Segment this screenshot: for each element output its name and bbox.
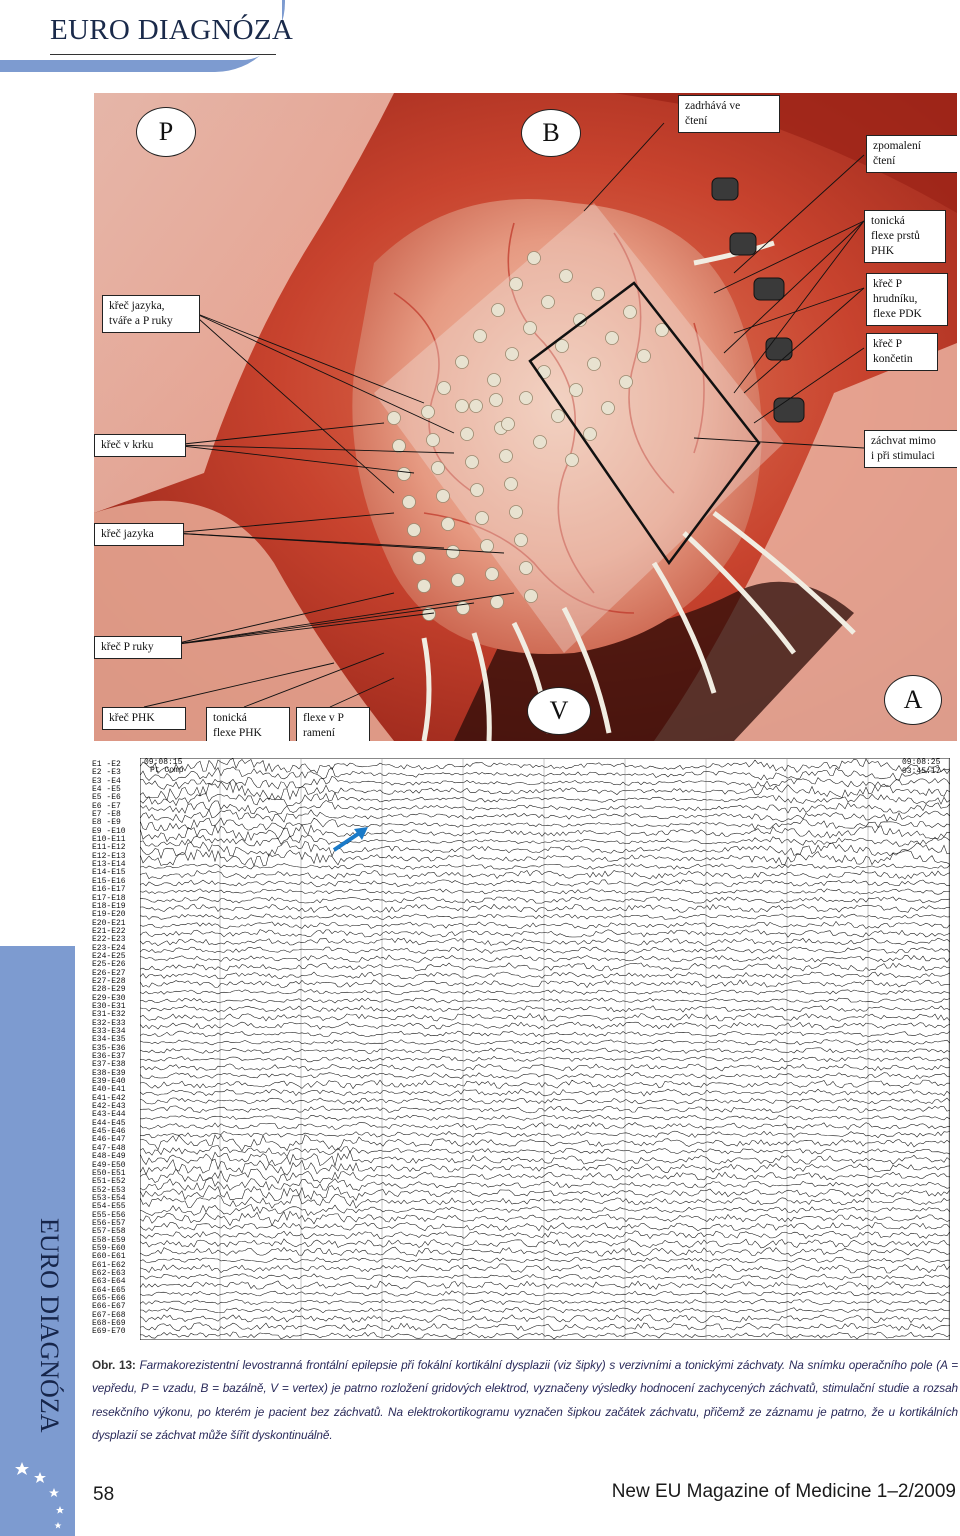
- timestamp-left: 09:08:15: [144, 758, 183, 767]
- electrocorticogram: [92, 758, 954, 1340]
- timestamp-right: 09:08:25: [902, 758, 941, 767]
- timestamp-right-2: 03:45:17: [902, 767, 941, 776]
- electrode-contact: [624, 306, 637, 319]
- electrode-contact: [466, 456, 479, 469]
- electrode-contact: [492, 304, 505, 317]
- electrode-contact: [470, 400, 483, 413]
- channel-label: E11-E12: [92, 843, 126, 853]
- channel-label: E25-E26: [92, 960, 126, 970]
- channel-label: E65-E66: [92, 1294, 126, 1303]
- channel-label: E29-E30: [92, 993, 126, 1003]
- bubble-basal: B: [521, 109, 581, 157]
- channel-label: E62-E63: [92, 1268, 126, 1278]
- figure-caption: [92, 1354, 958, 1447]
- label-zachvat-mimo: záchvat mimo i při stimulaci: [864, 430, 957, 468]
- channel-label: E39-E40: [92, 1077, 126, 1087]
- eeg-traces: [140, 758, 950, 1340]
- electrode-contact: [566, 454, 579, 467]
- channel-label: E61-E62: [92, 1260, 126, 1270]
- channel-label: E2 -E3: [92, 768, 121, 778]
- channel-label: E54-E55: [92, 1202, 126, 1212]
- photo-illustration: [94, 93, 957, 741]
- bubble-posterior: P: [136, 107, 196, 157]
- channel-label: E52-E53: [92, 1185, 126, 1195]
- channel-label: E57-E58: [92, 1227, 126, 1237]
- sidebar-title: EURO DIAGNÓZA: [35, 1218, 64, 1433]
- channel-label: E59-E60: [92, 1243, 126, 1253]
- channel-label: E45-E46: [92, 1127, 126, 1137]
- surgical-field-photo: [94, 93, 957, 741]
- channel-label: E32-E33: [92, 1018, 126, 1028]
- channel-label: E35-E36: [92, 1043, 126, 1053]
- electrode-contact: [524, 322, 537, 335]
- electrode-contact: [471, 484, 484, 497]
- label-krec-krku: křeč v krku: [94, 434, 186, 457]
- label-flexe-ramen: flexe v P ramení: [296, 707, 370, 741]
- channel-label: E50-E51: [92, 1168, 126, 1178]
- magazine-footer: New EU Magazine of Medicine 1–2/2009: [611, 1481, 956, 1502]
- electrode-contact: [606, 332, 619, 345]
- channel-label: E6 -E7: [92, 801, 121, 811]
- caption-text: Farmakorezistentní levostranná frontální epilepsie při fokální kortikální dysplazii (viz šipky) s verzivními a tonickými záchvaty. Na snímku operačního pole (A = vepředu, P = vzadu, B = bazálně, V = vertex) je patrno rozložení gridových elektrod, vyznačeny výsledky hodnocení zachycených záchvatů, stimulační studie a rozsah resekčního výkonu, po kterém je pacient bez záchvatů. Na elektrokortikogramu vyznačen šipkou začátek záchvatu, přičemž ze záznamu je patrno, že u kortikálních dysplazií se záchvat může šířit dyskontinuálně.: [92, 1358, 958, 1442]
- electrode-contact: [437, 490, 450, 503]
- channel-label: E3 -E4: [92, 776, 121, 786]
- channel-label: E23-E24: [92, 943, 126, 953]
- channel-label: E55-E56: [92, 1210, 126, 1220]
- electrode-contact: [491, 596, 504, 609]
- electrode-contact: [486, 568, 499, 581]
- channel-label: E42-E43: [92, 1102, 126, 1112]
- electrode-contact: [403, 496, 416, 509]
- electrode-contact: [398, 468, 411, 481]
- electrode-contact: [442, 518, 455, 531]
- electrode-contact: [592, 288, 605, 301]
- electrode-contact: [481, 540, 494, 553]
- label-krec-hrudniku: křeč P hrudníku, flexe PDK: [866, 273, 948, 326]
- label-tonicka-phk: tonická flexe PHK: [206, 707, 290, 741]
- electrode-contact: [388, 412, 401, 425]
- channel-label: E51-E52: [92, 1177, 126, 1187]
- electrode-contact: [490, 394, 503, 407]
- channel-label: E43-E44: [92, 1110, 126, 1120]
- channel-label: E26-E27: [92, 968, 126, 978]
- electrode-contact: [560, 270, 573, 283]
- channel-label: E33-E34: [92, 1027, 126, 1036]
- channel-label: E1 -E2: [92, 760, 121, 769]
- electrode-contact: [515, 534, 528, 547]
- electrode-contact: [570, 384, 583, 397]
- label-zpomaleni: zpomalení čtení: [866, 135, 957, 173]
- marker-label: Pt Comp: [150, 766, 184, 775]
- channel-labels: [92, 761, 142, 1337]
- channel-label: E5 -E6: [92, 793, 121, 803]
- label-krec-jazyka: křeč jazyka: [94, 523, 184, 546]
- label-tonicka-prstu: tonická flexe prstů PHK: [864, 210, 946, 263]
- electrode-contact: [438, 382, 451, 395]
- channel-label: E34-E35: [92, 1035, 126, 1045]
- electrode-contact: [510, 278, 523, 291]
- electrode-contact: [542, 296, 555, 309]
- electrode-contact: [488, 374, 501, 387]
- channel-label: E41-E42: [92, 1093, 126, 1103]
- channel-label: E8 -E9: [92, 818, 121, 828]
- electrode-contact: [476, 512, 489, 525]
- channel-label: E10-E11: [92, 835, 126, 845]
- electrode-contact: [432, 462, 445, 475]
- channel-label: E22-E23: [92, 935, 126, 945]
- bubble-vertex: V: [527, 687, 591, 735]
- channel-label: E47-E48: [92, 1143, 126, 1153]
- channel-label: E44-E45: [92, 1118, 126, 1128]
- electrode-contact: [588, 358, 601, 371]
- electrode-contact: [461, 428, 474, 441]
- channel-label: E19-E20: [92, 910, 126, 920]
- electrode-contact: [456, 400, 469, 413]
- channel-label: E27-E28: [92, 976, 126, 986]
- channel-label: E28-E29: [92, 985, 126, 995]
- channel-label: E36-E37: [92, 1052, 126, 1062]
- electrode-contact: [452, 574, 465, 587]
- electrode-contact: [520, 392, 533, 405]
- channel-label: E49-E50: [92, 1160, 126, 1170]
- electrode-contact: [500, 450, 513, 463]
- label-krec-p-ruky: křeč P ruky: [94, 636, 182, 659]
- channel-label: E48-E49: [92, 1152, 126, 1162]
- channel-label: E66-E67: [92, 1302, 126, 1312]
- electrode-contact: [520, 562, 533, 575]
- electrode-contact: [584, 428, 597, 441]
- channel-label: E14-E15: [92, 868, 126, 878]
- channel-label: E20-E21: [92, 918, 126, 928]
- electrode-contact: [506, 348, 519, 361]
- caption-lead: Obr. 13:: [92, 1358, 136, 1372]
- electrode-contact: [602, 402, 615, 415]
- electrode-contact: [408, 524, 421, 537]
- eu-stars-icon: [10, 1458, 70, 1536]
- channel-label: E4 -E5: [92, 785, 121, 795]
- channel-label: E30-E31: [92, 1001, 126, 1011]
- header-underline: [50, 54, 276, 55]
- page-number: 58: [93, 1484, 115, 1505]
- electrode-contact: [620, 376, 633, 389]
- channel-label: E16-E17: [92, 885, 126, 895]
- channel-label: E67-E68: [92, 1310, 126, 1320]
- electrode-contact: [418, 580, 431, 593]
- channel-label: E60-E61: [92, 1252, 126, 1262]
- electrode-contact: [413, 552, 426, 565]
- channel-label: E69-E70: [92, 1327, 126, 1337]
- channel-label: E53-E54: [92, 1193, 126, 1203]
- electrode-contact: [447, 546, 460, 559]
- bubble-anterior: A: [884, 675, 942, 725]
- magazine-section-title: EURO DIAGNÓZA: [50, 14, 294, 46]
- electrode-contact: [534, 436, 547, 449]
- electrode-contact: [528, 252, 541, 265]
- electrode-contact: [456, 356, 469, 369]
- channel-label: E13-E14: [92, 860, 126, 870]
- label-krec-koncetin: křeč P končetin: [866, 333, 938, 371]
- electrode-contact: [474, 330, 487, 343]
- channel-label: E12-E13: [92, 851, 126, 861]
- label-zadrhava: zadrhává ve čtení: [678, 95, 780, 133]
- channel-label: E37-E38: [92, 1060, 126, 1070]
- label-krec-phk: křeč PHK: [102, 707, 186, 730]
- channel-label: E7 -E8: [92, 810, 121, 820]
- channel-label: E31-E32: [92, 1010, 126, 1020]
- channel-label: E68-E69: [92, 1319, 126, 1329]
- electrode-contact: [502, 418, 515, 431]
- electrode-contact: [393, 440, 406, 453]
- channel-label: E58-E59: [92, 1235, 126, 1245]
- channel-label: E38-E39: [92, 1068, 126, 1078]
- channel-label: E63-E64: [92, 1277, 126, 1287]
- channel-label: E18-E19: [92, 901, 126, 911]
- electrode-contact: [638, 350, 651, 363]
- electrode-contact: [427, 434, 440, 447]
- electrode-contact: [552, 410, 565, 423]
- electrode-contact: [422, 406, 435, 419]
- electrode-contact: [525, 590, 538, 603]
- channel-label: E9 -E10: [92, 826, 126, 836]
- electrode-contact: [510, 506, 523, 519]
- channel-label: E17-E18: [92, 893, 126, 903]
- channel-label: E56-E57: [92, 1218, 126, 1228]
- channel-label: E21-E22: [92, 926, 126, 936]
- channel-label: E40-E41: [92, 1085, 126, 1095]
- channel-label: E15-E16: [92, 876, 126, 886]
- electrode-contact: [505, 478, 518, 491]
- channel-label: E24-E25: [92, 951, 126, 961]
- label-krec-jazyka-tvare: křeč jazyka, tváře a P ruky: [102, 295, 200, 333]
- channel-label: E64-E65: [92, 1285, 126, 1295]
- channel-label: E46-E47: [92, 1135, 126, 1145]
